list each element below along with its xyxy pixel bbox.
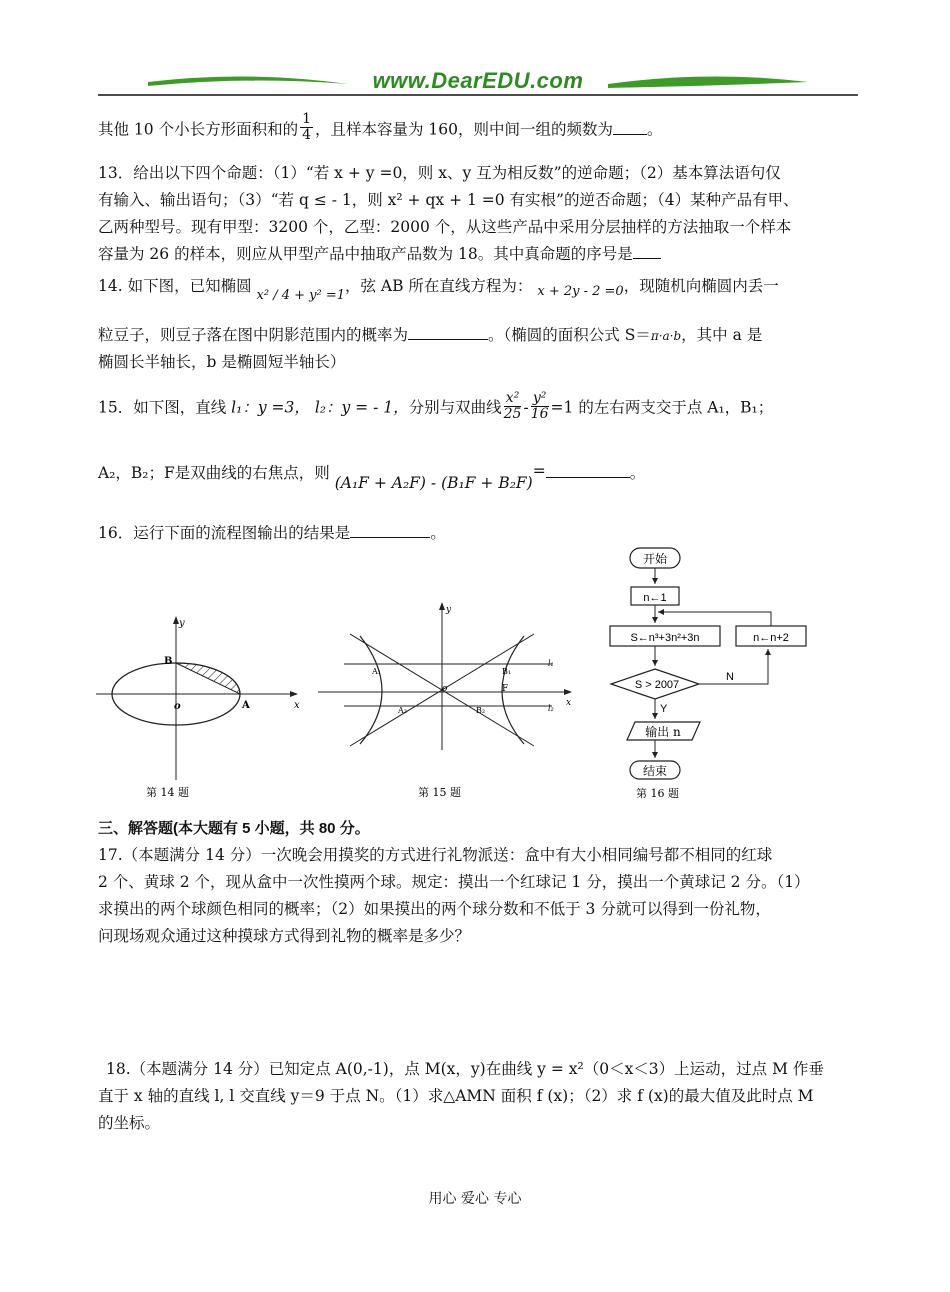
q15-frac-1-num: x² <box>505 390 520 406</box>
header-banner <box>98 62 858 98</box>
q15-line-l1: l₁：y =3， <box>231 398 310 417</box>
fig14-y-label: y <box>179 618 185 629</box>
flow-cond-label: S > 2007 <box>634 679 680 691</box>
q14-formula-text: 。（椭圆的面积公式 S＝ <box>488 326 651 344</box>
q15-line-2 <box>98 462 858 492</box>
section-3-heading: 三、解答题(本大题有 5 小题，共 80 分。 <box>98 820 370 837</box>
q14-line-3: 椭圆长半轴长，b 是椭圆短半轴长） <box>98 353 346 371</box>
fig15-y-label: y <box>446 605 452 615</box>
q12-answer-blank <box>613 134 647 135</box>
q15-answer-blank <box>546 477 630 478</box>
q14-area-formula: π·a·b <box>650 329 682 343</box>
q13-line-4-text: 容量为 26 的样本，则应从甲型产品中抽取产品数为 18。其中真命题的序号是 <box>98 245 633 263</box>
q15-frac-2-den: 16 <box>530 406 549 422</box>
q17-line-2: 2 个、黄球 2 个，现从盒中一次性摸两个球。规定：摸出一个红球记 1 分，摸出一个黄球记 2 分。（1） <box>98 873 810 891</box>
q15-expression: (A₁F + A₂F) - (B₁F + B₂F) <box>334 474 533 492</box>
fig15-b2-label: B₂ <box>476 706 486 715</box>
flow-start-label: 开始 <box>642 552 668 566</box>
q15-line-l2: l₂：y = - 1， <box>314 398 409 417</box>
q17-line-1: 17.（本题满分 14 分）一次晚会用摸奖的方式进行礼物派送：盒中有大小相同编号都不相同的红球 <box>98 846 773 864</box>
q15-intro: 15．如下图，直线 <box>98 398 227 417</box>
q15-end: 。 <box>629 464 646 482</box>
fig16-caption: 第 16 题 <box>636 787 679 800</box>
q12-frac-num: 1 <box>302 111 311 127</box>
fig15-l1-label: l₁ <box>548 659 554 668</box>
fig15-f-label: F <box>502 684 509 694</box>
q14-line-1 <box>98 275 858 303</box>
q15-hyperbola-text: 分别与双曲线 <box>408 398 502 417</box>
q17-line-3: 求摸出的两个球颜色相同的概率；（2）如果摸出的两个球分数和不低于 3 分就可以得到一份礼物， <box>98 900 771 918</box>
q14-chord-text: ，弦 AB 所在直线方程为： <box>344 277 533 295</box>
q15-points-text: A₂，B₂；F是双曲线的右焦点，则 <box>98 464 330 482</box>
fig15-l2-label: l₂ <box>548 704 554 713</box>
q13-answer-blank <box>633 258 661 259</box>
q13-line-2: 有输入、输出语句；（3）“若 q ≤ - 1，则 x² + qx + 1 =0 有实根”的逆否命题；（4）某种产品有甲、 <box>98 191 799 209</box>
q14-ellipse-equation: x² / 4 + y² =1 <box>256 288 345 303</box>
q14-tail: ，现随机向椭圆内丢一 <box>623 277 779 295</box>
flow-yes-label: Y <box>660 703 668 715</box>
figure-15-hyperbola <box>314 598 584 803</box>
fig15-x-label: x <box>566 698 572 708</box>
q15-frac-2 <box>531 391 549 422</box>
q12-prefix: 其他 10 个小长方形面积和的 <box>98 120 299 139</box>
q14-intro: 14. 如下图，已知椭圆 <box>98 277 252 295</box>
q12-frac-den: 4 <box>302 127 311 143</box>
figure-16-flowchart <box>600 540 820 805</box>
q14-prob-text: 粒豆子，则豆子落在图中阴影范围内的概率为 <box>98 326 409 344</box>
q14-line-2 <box>98 324 858 347</box>
q17-line-4: 问现场观众通过这种摸球方式得到礼物的概率是多少？ <box>98 927 471 945</box>
fig15-a1-label: A₁ <box>372 667 381 676</box>
q12-end: 。 <box>647 120 663 139</box>
header-logo: www.DearEDU.com <box>372 68 584 93</box>
flow-init-label: n←1 <box>643 592 667 604</box>
q15-tail: =1 的左右两支交于点 A₁，B₁； <box>550 398 774 417</box>
q15-line-1 <box>98 390 858 422</box>
fig15-origin-label: o <box>442 684 448 694</box>
fig15-a2-label: A₂ <box>398 706 407 715</box>
q13-line-1: 13．给出以下四个命题：（1）“若 x + y =0，则 x、y 互为相反数”的逆命题；（2）基本算法语句仅 <box>98 164 781 182</box>
q16-answer-blank <box>350 537 430 538</box>
q15-frac-1-den: 25 <box>503 406 522 422</box>
fig15-caption: 第 15 题 <box>418 786 461 799</box>
q15-frac-2-num: y² <box>532 390 547 406</box>
q13-line-4 <box>98 243 858 265</box>
q12-suffix: ，且样本容量为 160，则中间一组的频数为 <box>315 120 614 139</box>
flow-inc-label: n←n+2 <box>753 632 789 644</box>
q16-text: 16．运行下面的流程图输出的结果是 <box>98 524 351 542</box>
fig14-caption: 第 14 题 <box>146 786 189 799</box>
q15-frac-1 <box>504 391 522 422</box>
q18-line-1: 18.（本题满分 14 分）已知定点 A(0,-1)，点 M(x，y)在曲线 y = x²（0＜x＜3）上运动，过点 M 作垂 <box>106 1060 824 1078</box>
q12-fraction <box>300 112 313 143</box>
flow-output-label: 输出 n <box>645 725 681 739</box>
fig15-b1-label: B₁ <box>502 667 512 676</box>
q14-line-equation: x + 2y - 2 =0 <box>537 284 624 299</box>
fig14-a-label: A <box>242 700 250 711</box>
q14-answer-blank <box>408 339 488 340</box>
flow-calc-label: S←n³+3n²+3n <box>630 632 700 644</box>
q13-line-3: 乙两种型号。现有甲型：3200 个，乙型：2000 个，从这些产品中采用分层抽样的方法抽取一个样本 <box>98 218 792 236</box>
flow-no-label: N <box>726 671 734 683</box>
q15-equals: = <box>532 462 546 480</box>
q12-tail-line <box>98 111 858 143</box>
fig14-origin-label: o <box>174 701 181 712</box>
flow-end-label: 结束 <box>642 764 668 778</box>
fig14-x-label: x <box>294 700 300 711</box>
page-footer: 用心 爱心 专心 <box>428 1191 522 1207</box>
q18-line-2: 直于 x 轴的直线 l, l 交直线 y＝9 于点 N。（1）求△AMN 面积 f (x)；（2）求 f (x)的最大值及此时点 M <box>98 1087 814 1105</box>
figure-14-ellipse <box>96 612 306 802</box>
q14-where-text: ，其中 a 是 <box>681 326 763 344</box>
q15-minus: - <box>523 398 529 417</box>
q18-line-3: 的坐标。 <box>98 1114 161 1132</box>
fig14-b-label: B <box>164 656 173 667</box>
q16-end: 。 <box>430 524 446 542</box>
